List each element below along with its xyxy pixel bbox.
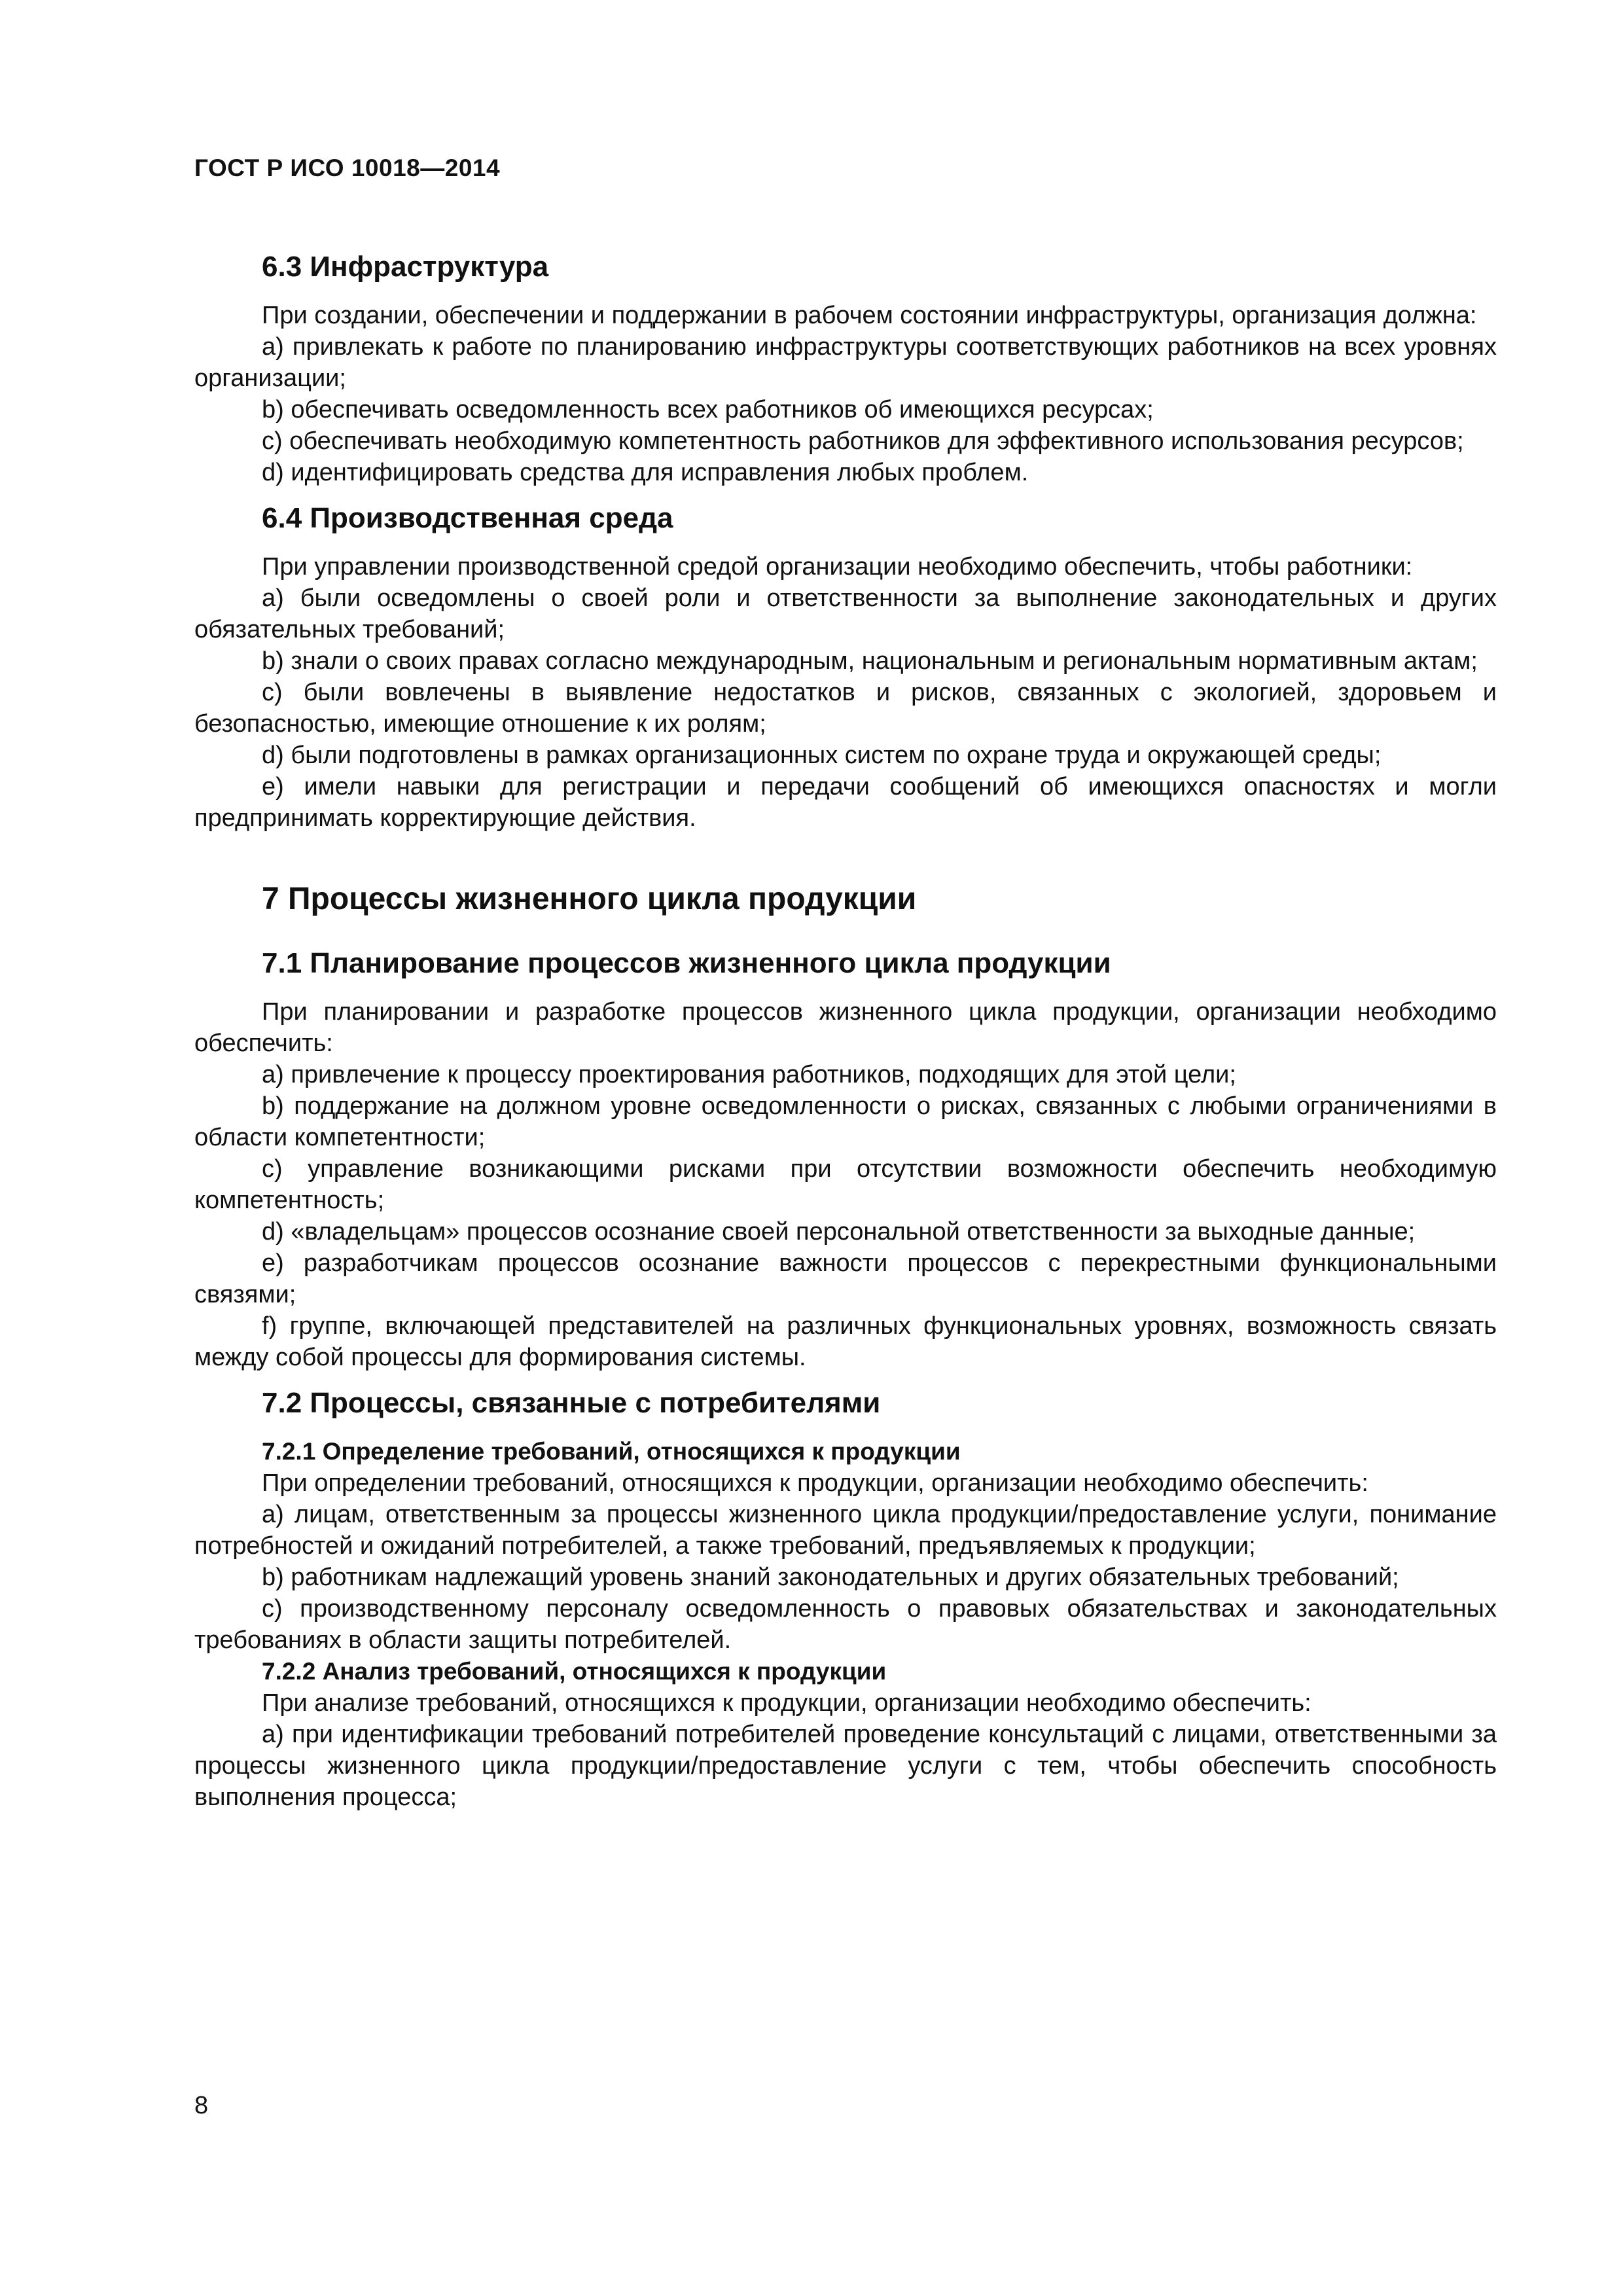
section-7-title: 7 Процессы жизненного цикла продукции [262,882,917,916]
section-6-4-intro: При управлении производственной средой организации необходимо обеспечить, чтобы работники: [262,553,1413,581]
section-7-2-1-title: 7.2.1 Определение требований, относящихся к продукции [262,1438,961,1465]
section-7-1-item-b: b) поддержание на должном уровне осведомленности о рисках, связанных с любыми ограничениями в области компетентности; [194,1092,1497,1151]
section-7-2-title: 7.2 Процессы, связанные с потребителями [262,1387,881,1419]
section-6-3-title: 6.3 Инфраструктура [262,251,549,283]
section-6-3-intro: При создании, обеспечении и поддержании в рабочем состоянии инфраструктуры, организация должна: [262,302,1477,329]
section-7-2-1-item-c: c) производственному персоналу осведомленность о правовых обязательствах и законодательных требованиях в области защиты потребителей. [194,1595,1497,1654]
section-6-4-item-b: b) знали о своих правах согласно международным, национальным и региональным нормативным актам; [262,647,1478,675]
section-7-1-intro: При планировании и разработке процессов жизненного цикла продукции, организации необходимо обеспечить: [194,998,1497,1057]
section-7-1-item-f: f) группе, включающей представителей на различных функциональных уровнях, возможность связать между собой процессы для формирования системы. [194,1312,1497,1371]
section-6-3-item-a: a) привлекать к работе по планированию инфраструктуры соответствующих работников на всех уровнях организации; [194,333,1497,392]
section-6-4-item-e: e) имели навыки для регистрации и передачи сообщений об имеющихся опасностях и могли предпринимать корректирующие действия. [194,773,1497,832]
section-7-2-1-item-a: a) лицам, ответственным за процессы жизненного цикла продукции/предоставление услуги, понимание потребностей и ожиданий потребителей, а также требований, предъявляемых к продукции; [194,1501,1497,1560]
section-6-4-title: 6.4 Производственная среда [262,502,673,534]
section-7-1-item-c: c) управление возникающими рисками при отсутствии возможности обеспечить необходимую компетентность; [194,1155,1497,1214]
section-6-4-item-a: a) были осведомлены о своей роли и ответственности за выполнение законодательных и других обязательных требований; [194,584,1497,643]
section-7-2-2-title: 7.2.2 Анализ требований, относящихся к продукции [262,1658,887,1685]
section-7-2-1-item-b: b) работникам надлежащий уровень знаний законодательных и других обязательных требований; [262,1564,1399,1591]
section-7-2-2-item-a: a) при идентификации требований потребителей проведение консультаций с лицами, ответственными за процессы жизненного цикла продукции/предоставление услуги с тем, чтобы обеспечить способность выполнения процесса; [194,1721,1497,1811]
document-header: ГОСТ Р ИСО 10018—2014 [194,154,501,181]
section-7-1-title: 7.1 Планирование процессов жизненного цикла продукции [262,947,1111,979]
section-6-3-item-c: c) обеспечивать необходимую компетентность работников для эффективного использования ресурсов; [262,427,1464,455]
page-content [194,249,1497,1813]
page-number: 8 [194,2092,209,2119]
section-7-1-item-a: a) привлечение к процессу проектирования работников, подходящих для этой цели; [262,1061,1236,1088]
section-7-1-item-e: e) разработчикам процессов осознание важности процессов с перекрестными функциональными связями; [194,1249,1497,1308]
section-6-3-item-d: d) идентифицировать средства для исправления любых проблем. [262,459,1029,486]
section-6-4-item-c: c) были вовлечены в выявление недостатков и рисков, связанных с экологией, здоровьем и безопасностью, имеющие отношение к их ролям; [194,679,1497,738]
section-7-2-1-intro: При определении требований, относящихся к продукции, организации необходимо обеспечить: [262,1469,1368,1497]
section-6-4-item-d: d) были подготовлены в рамках организационных систем по охране труда и окружающей среды; [262,742,1382,769]
section-6-3-item-b: b) обеспечивать осведомленность всех работников об имеющихся ресурсах; [262,396,1154,423]
section-7-1-item-d: d) «владельцам» процессов осознание своей персональной ответственности за выходные данные; [262,1218,1416,1246]
section-7-2-2-intro: При анализе требований, относящихся к продукции, организации необходимо обеспечить: [262,1689,1311,1717]
